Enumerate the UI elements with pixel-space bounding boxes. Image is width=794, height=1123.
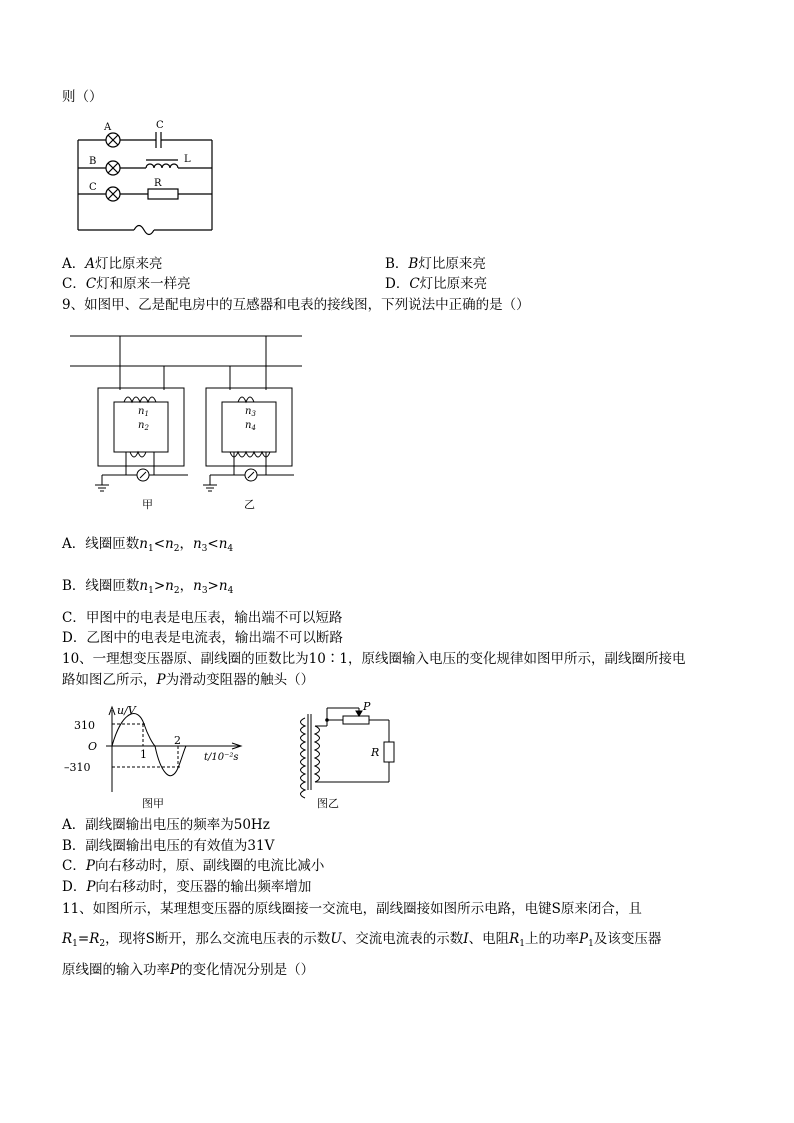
label-L: L — [184, 154, 191, 165]
q10-stem-line1: 10、一理想变压器原、副线圈的匝数比为10∶1，原线圈输入电压的变化规律如图甲所示，副线圈所接电 — [62, 651, 686, 667]
label-C: C — [89, 182, 97, 193]
graph-ylabel: u/V — [117, 704, 136, 717]
q9-transformer-diagram — [68, 330, 308, 515]
graph-yhi: 310 — [74, 719, 95, 732]
graph-x2: 2 — [174, 734, 181, 747]
graph-ylo: –310 — [64, 761, 91, 774]
q11-line1: 11、如图所示，某理想变压器的原线圈接一交流电，副线圈接如图所示电路，电键S原来闭合，且 — [62, 901, 642, 917]
label-R: R — [154, 178, 162, 189]
q10-secondary-circuit — [285, 700, 410, 812]
graph-caption: 图甲 — [142, 797, 164, 810]
q9-option-a: A．线圈匝数$n_1<n_2$，$n_3<n_4$ — [62, 536, 234, 554]
q10-stem-line2: 路如图乙所示，P为滑动变阻器的触头（） — [62, 672, 315, 688]
q8-option-a: A．A灯比原来亮 — [62, 256, 163, 272]
q8-circuit-diagram — [70, 118, 220, 240]
graph-x1: 1 — [140, 748, 147, 761]
graph-origin: O — [88, 740, 98, 753]
q8-tail: 则（） — [62, 89, 103, 105]
q8-option-b: B．B灯比原来亮 — [385, 256, 486, 272]
circuit-caption: 图乙 — [317, 797, 339, 810]
label-n1: $n_1$ — [138, 406, 149, 418]
q10-option-d: D．P向右移动时，变压器的输出频率增加 — [62, 879, 312, 895]
q8-option-d: D．C灯比原来亮 — [385, 276, 488, 292]
q8-option-c: C．C灯和原来一样亮 — [62, 276, 191, 292]
q10-option-b: B．副线圈输出电压的有效值为31V — [62, 838, 275, 854]
caption-yi: 乙 — [244, 498, 255, 511]
q9-option-b: B．线圈匝数$n_1>n_2$，$n_3>n_4$ — [62, 578, 234, 596]
label-B: B — [89, 156, 97, 167]
q9-option-c: C．甲图中的电表是电压表，输出端不可以短路 — [62, 610, 343, 626]
label-n4: $n_4$ — [245, 420, 256, 432]
q9-stem: 9、如图甲、乙是配电房中的互感器和电表的接线图，下列说法中正确的是（） — [62, 297, 530, 313]
circuit-label-P: P — [363, 700, 371, 713]
q9-option-d: D．乙图中的电表是电流表，输出端不可以断路 — [62, 630, 343, 646]
label-A: A — [104, 122, 112, 133]
q10-voltage-graph — [60, 700, 255, 812]
q11-line2: $R_1=R_2$，现将S断开，那么交流电压表的示数U、交流电流表的示数I、电阻$R_1$上的功率$P_1$及该变压器 — [62, 931, 662, 949]
circuit-label-R: R — [371, 746, 380, 759]
q10-option-c: C．P向右移动时，原、副线圈的电流比减小 — [62, 858, 325, 874]
label-capacitor: C — [156, 120, 164, 131]
q10-option-a: A．副线圈输出电压的频率为50Hz — [62, 817, 270, 833]
caption-jia: 甲 — [142, 498, 153, 511]
label-n2: $n_2$ — [138, 420, 149, 432]
label-n3: $n_3$ — [245, 406, 256, 418]
q11-line3: 原线圈的输入功率P的变化情况分别是（） — [62, 962, 315, 978]
graph-xlabel: t/10⁻²s — [204, 752, 239, 763]
